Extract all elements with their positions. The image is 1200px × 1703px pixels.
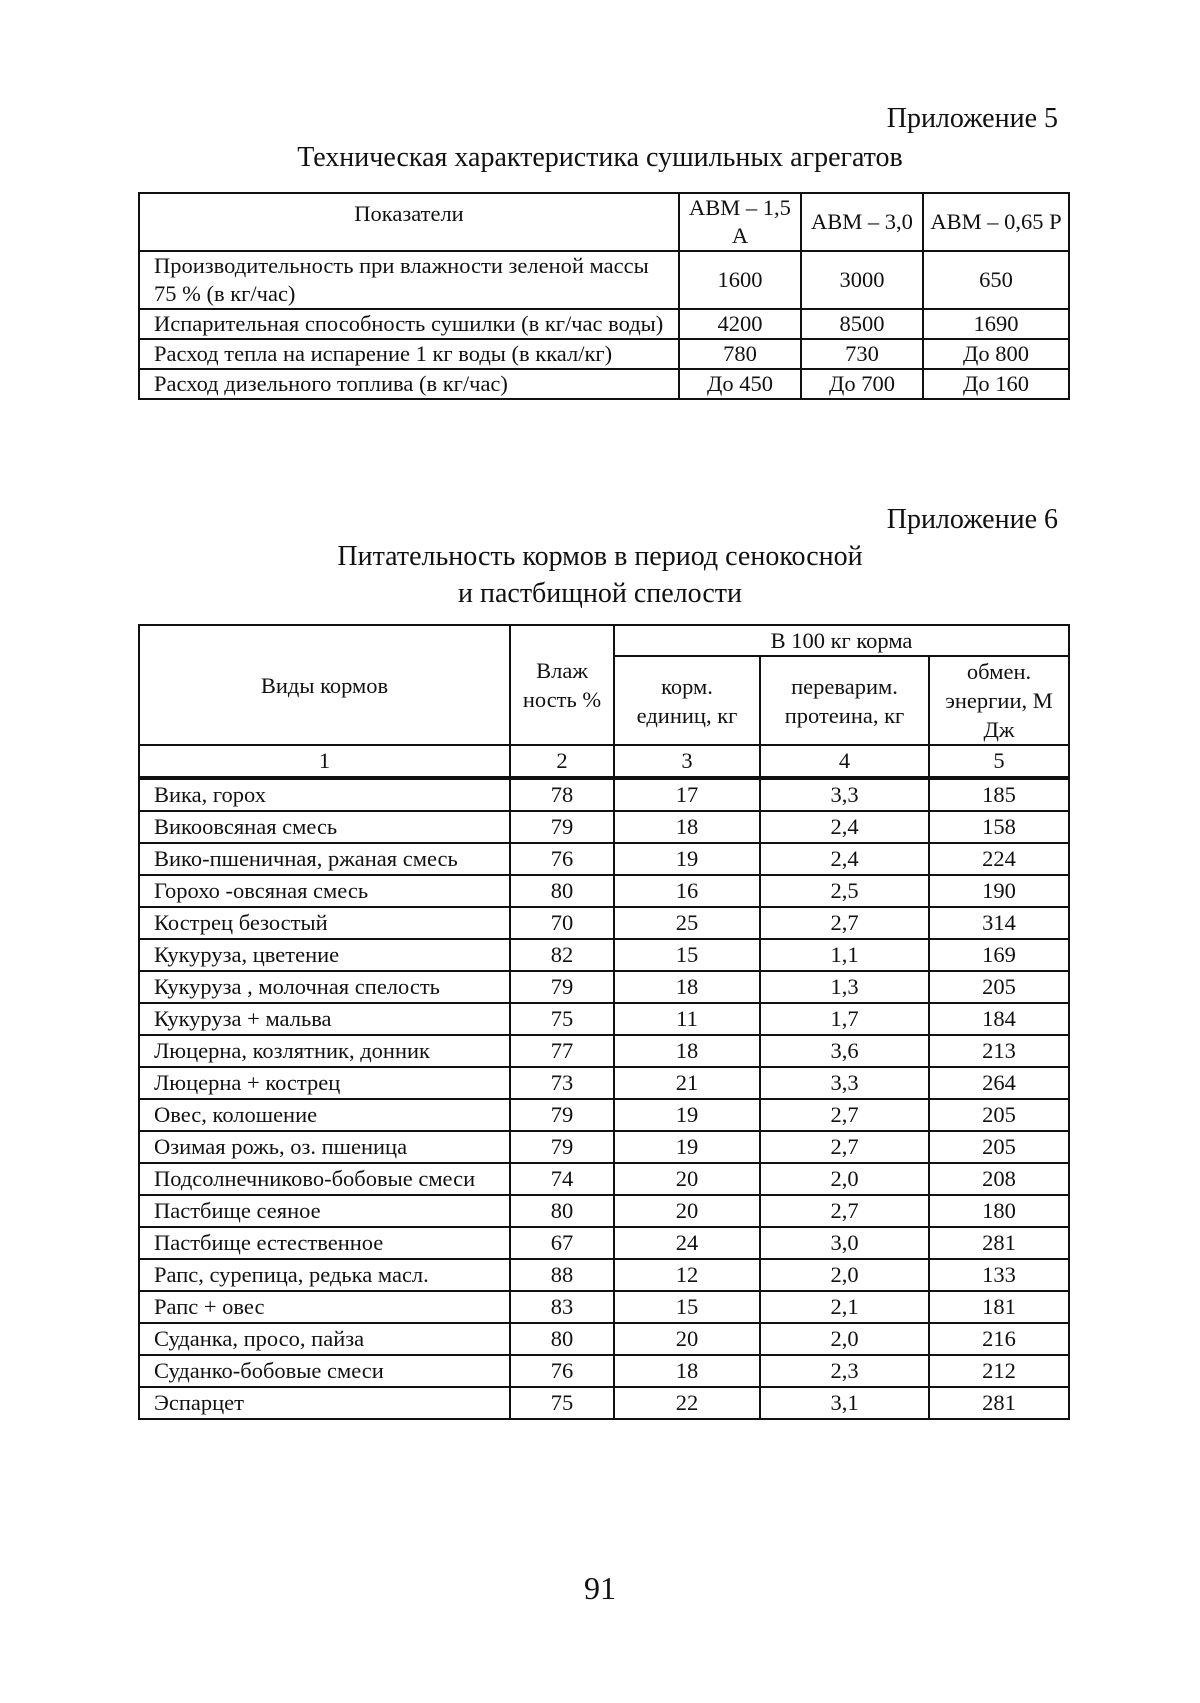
avm-3-0-value: 8500: [801, 309, 923, 339]
table-row: [139, 779, 1069, 811]
feed-name: Горохо -овсяная смесь: [139, 875, 510, 907]
header-feed-type: Виды кормов: [139, 625, 510, 745]
feed-units-value: 21: [614, 1067, 760, 1099]
table-row: [139, 1259, 1069, 1291]
feed-name: Суданко-бобовые смеси: [139, 1355, 510, 1387]
protein-value: 1,1: [760, 939, 929, 971]
energy-value: 208: [929, 1163, 1069, 1195]
feed-units-value: 18: [614, 1035, 760, 1067]
header-avm-1-5a: АВМ – 1,5 А: [679, 193, 801, 251]
table-row: [139, 1227, 1069, 1259]
dryer-specs-body: [139, 193, 1069, 399]
feed-nutrition-table: [138, 624, 1070, 1420]
feed-units-value: 11: [614, 1003, 760, 1035]
energy-value: 205: [929, 1099, 1069, 1131]
feed-name: Озимая рожь, оз. пшеница: [139, 1131, 510, 1163]
moisture-value: 78: [510, 779, 614, 811]
feed-units-value: 22: [614, 1387, 760, 1419]
moisture-value: 80: [510, 875, 614, 907]
energy-value: 205: [929, 1131, 1069, 1163]
protein-value: 2,7: [760, 1099, 929, 1131]
moisture-value: 79: [510, 971, 614, 1003]
protein-value: 2,5: [760, 875, 929, 907]
energy-value: 133: [929, 1259, 1069, 1291]
feed-units-value: 12: [614, 1259, 760, 1291]
energy-value: 185: [929, 779, 1069, 811]
avm-1-5a-value: 4200: [679, 309, 801, 339]
energy-value: 281: [929, 1387, 1069, 1419]
avm-0-65r-value: 650: [923, 251, 1069, 309]
protein-value: 2,0: [760, 1323, 929, 1355]
moisture-value: 79: [510, 811, 614, 843]
energy-value: 216: [929, 1323, 1069, 1355]
feed-name: Кукуруза , молочная спелость: [139, 971, 510, 1003]
header-avm-3-0: АВМ – 3,0: [801, 193, 923, 251]
table-row: [139, 251, 1069, 309]
protein-value: 2,3: [760, 1355, 929, 1387]
moisture-value: 83: [510, 1291, 614, 1323]
table-row: [139, 1291, 1069, 1323]
energy-value: 314: [929, 907, 1069, 939]
appendix-5-title: Техническая характеристика сушильных агрегатов: [297, 142, 903, 173]
feed-name: Кукуруза + мальва: [139, 1003, 510, 1035]
protein-value: 1,3: [760, 971, 929, 1003]
feed-name: Овес, колошение: [139, 1099, 510, 1131]
table-header-row: [139, 625, 1069, 656]
feed-name: Викоовсяная смесь: [139, 811, 510, 843]
column-number: 1: [139, 745, 510, 777]
table-header-row: [139, 193, 1069, 251]
appendix-6-title-line1: Питательность кормов в период сенокосной: [337, 541, 863, 572]
energy-value: 212: [929, 1355, 1069, 1387]
feed-units-value: 20: [614, 1163, 760, 1195]
protein-value: 3,3: [760, 779, 929, 811]
page-number: 91: [584, 1570, 616, 1606]
moisture-value: 79: [510, 1099, 614, 1131]
protein-value: 3,3: [760, 1067, 929, 1099]
table-row: [139, 971, 1069, 1003]
appendix-6-label: Приложение 6: [886, 504, 1058, 535]
table-row: [139, 1163, 1069, 1195]
energy-value: 190: [929, 875, 1069, 907]
appendix-6-title-line2: и пастбищной спелости: [458, 578, 742, 609]
feed-name: Эспарцет: [139, 1387, 510, 1419]
header-feed-units: корм. единиц, кг: [614, 656, 760, 745]
energy-value: 281: [929, 1227, 1069, 1259]
table-row: [139, 1003, 1069, 1035]
feed-units-value: 24: [614, 1227, 760, 1259]
header-avm-0-65r: АВМ – 0,65 Р: [923, 193, 1069, 251]
feed-name: Рапс, сурепица, редька масл.: [139, 1259, 510, 1291]
appendix-5-label: Приложение 5: [886, 103, 1058, 134]
indicator-name: Производительность при влажности зеленой массы 75 % (в кг/час): [139, 251, 679, 309]
feed-units-value: 15: [614, 1291, 760, 1323]
avm-0-65r-value: До 160: [923, 369, 1069, 399]
moisture-value: 79: [510, 1131, 614, 1163]
protein-value: 3,1: [760, 1387, 929, 1419]
column-number: 4: [760, 745, 929, 777]
energy-value: 181: [929, 1291, 1069, 1323]
header-moisture: Влаж ность %: [510, 625, 614, 745]
column-number: 5: [929, 745, 1069, 777]
protein-value: 2,4: [760, 811, 929, 843]
avm-1-5a-value: 1600: [679, 251, 801, 309]
table-row: [139, 1099, 1069, 1131]
moisture-value: 80: [510, 1323, 614, 1355]
feed-units-value: 19: [614, 843, 760, 875]
table-row: [139, 843, 1069, 875]
table-row: [139, 811, 1069, 843]
feed-name: Рапс + овес: [139, 1291, 510, 1323]
energy-value: 213: [929, 1035, 1069, 1067]
feed-units-value: 18: [614, 1355, 760, 1387]
indicator-name: Испарительная способность сушилки (в кг/час воды): [139, 309, 679, 339]
column-number: 3: [614, 745, 760, 777]
avm-0-65r-value: 1690: [923, 309, 1069, 339]
protein-value: 2,1: [760, 1291, 929, 1323]
moisture-value: 67: [510, 1227, 614, 1259]
protein-value: 2,4: [760, 843, 929, 875]
feed-name: Суданка, просо, пайза: [139, 1323, 510, 1355]
moisture-value: 70: [510, 907, 614, 939]
table-row: [139, 939, 1069, 971]
feed-units-value: 20: [614, 1195, 760, 1227]
moisture-value: 80: [510, 1195, 614, 1227]
feed-name: Вико-пшеничная, ржаная смесь: [139, 843, 510, 875]
feed-units-value: 19: [614, 1099, 760, 1131]
moisture-value: 73: [510, 1067, 614, 1099]
avm-3-0-value: 3000: [801, 251, 923, 309]
avm-0-65r-value: До 800: [923, 339, 1069, 369]
feed-name: Люцерна, козлятник, донник: [139, 1035, 510, 1067]
table-row: [139, 1195, 1069, 1227]
feed-name: Кострец безостый: [139, 907, 510, 939]
table-row: [139, 1323, 1069, 1355]
protein-value: 3,6: [760, 1035, 929, 1067]
table-row: [139, 1067, 1069, 1099]
feed-name: Вика, горох: [139, 779, 510, 811]
moisture-value: 82: [510, 939, 614, 971]
dryer-specs-table: [138, 192, 1070, 400]
table-row: [139, 1387, 1069, 1419]
indicator-name: Расход тепла на испарение 1 кг воды (в ккал/кг): [139, 339, 679, 369]
header-indicators: Показатели: [139, 193, 679, 251]
column-number: 2: [510, 745, 614, 777]
energy-value: 205: [929, 971, 1069, 1003]
indicator-name: Расход дизельного топлива (в кг/час): [139, 369, 679, 399]
moisture-value: 75: [510, 1003, 614, 1035]
table-row: [139, 1131, 1069, 1163]
moisture-value: 77: [510, 1035, 614, 1067]
energy-value: 158: [929, 811, 1069, 843]
moisture-value: 74: [510, 1163, 614, 1195]
energy-value: 169: [929, 939, 1069, 971]
avm-3-0-value: До 700: [801, 369, 923, 399]
table-row: [139, 309, 1069, 339]
table-row: [139, 875, 1069, 907]
protein-value: 2,7: [760, 1131, 929, 1163]
energy-value: 264: [929, 1067, 1069, 1099]
table-row: [139, 1355, 1069, 1387]
feed-name: Пастбище естественное: [139, 1227, 510, 1259]
feed-units-value: 25: [614, 907, 760, 939]
table-row: [139, 369, 1069, 399]
feed-units-value: 15: [614, 939, 760, 971]
feed-name: Люцерна + кострец: [139, 1067, 510, 1099]
feed-nutrition-body: [139, 625, 1069, 1419]
moisture-value: 76: [510, 843, 614, 875]
protein-value: 2,0: [760, 1259, 929, 1291]
avm-1-5a-value: 780: [679, 339, 801, 369]
avm-1-5a-value: До 450: [679, 369, 801, 399]
protein-value: 2,7: [760, 907, 929, 939]
protein-value: 1,7: [760, 1003, 929, 1035]
energy-value: 180: [929, 1195, 1069, 1227]
feed-units-value: 20: [614, 1323, 760, 1355]
feed-units-value: 16: [614, 875, 760, 907]
column-numbers-row: [139, 745, 1069, 777]
feed-units-value: 17: [614, 779, 760, 811]
feed-units-value: 18: [614, 811, 760, 843]
energy-value: 184: [929, 1003, 1069, 1035]
feed-name: Кукуруза, цветение: [139, 939, 510, 971]
header-digestible-protein: переварим. протеина, кг: [760, 656, 929, 745]
protein-value: 2,7: [760, 1195, 929, 1227]
table-row: [139, 907, 1069, 939]
feed-name: Пастбище сеяное: [139, 1195, 510, 1227]
header-per-100kg: В 100 кг корма: [614, 625, 1069, 656]
feed-units-value: 19: [614, 1131, 760, 1163]
table-row: [139, 1035, 1069, 1067]
moisture-value: 75: [510, 1387, 614, 1419]
header-metabolic-energy: обмен. энергии, М Дж: [929, 656, 1069, 745]
protein-value: 2,0: [760, 1163, 929, 1195]
moisture-value: 76: [510, 1355, 614, 1387]
avm-3-0-value: 730: [801, 339, 923, 369]
feed-name: Подсолнечниково-бобовые смеси: [139, 1163, 510, 1195]
table-row: [139, 339, 1069, 369]
feed-units-value: 18: [614, 971, 760, 1003]
energy-value: 224: [929, 843, 1069, 875]
moisture-value: 88: [510, 1259, 614, 1291]
protein-value: 3,0: [760, 1227, 929, 1259]
